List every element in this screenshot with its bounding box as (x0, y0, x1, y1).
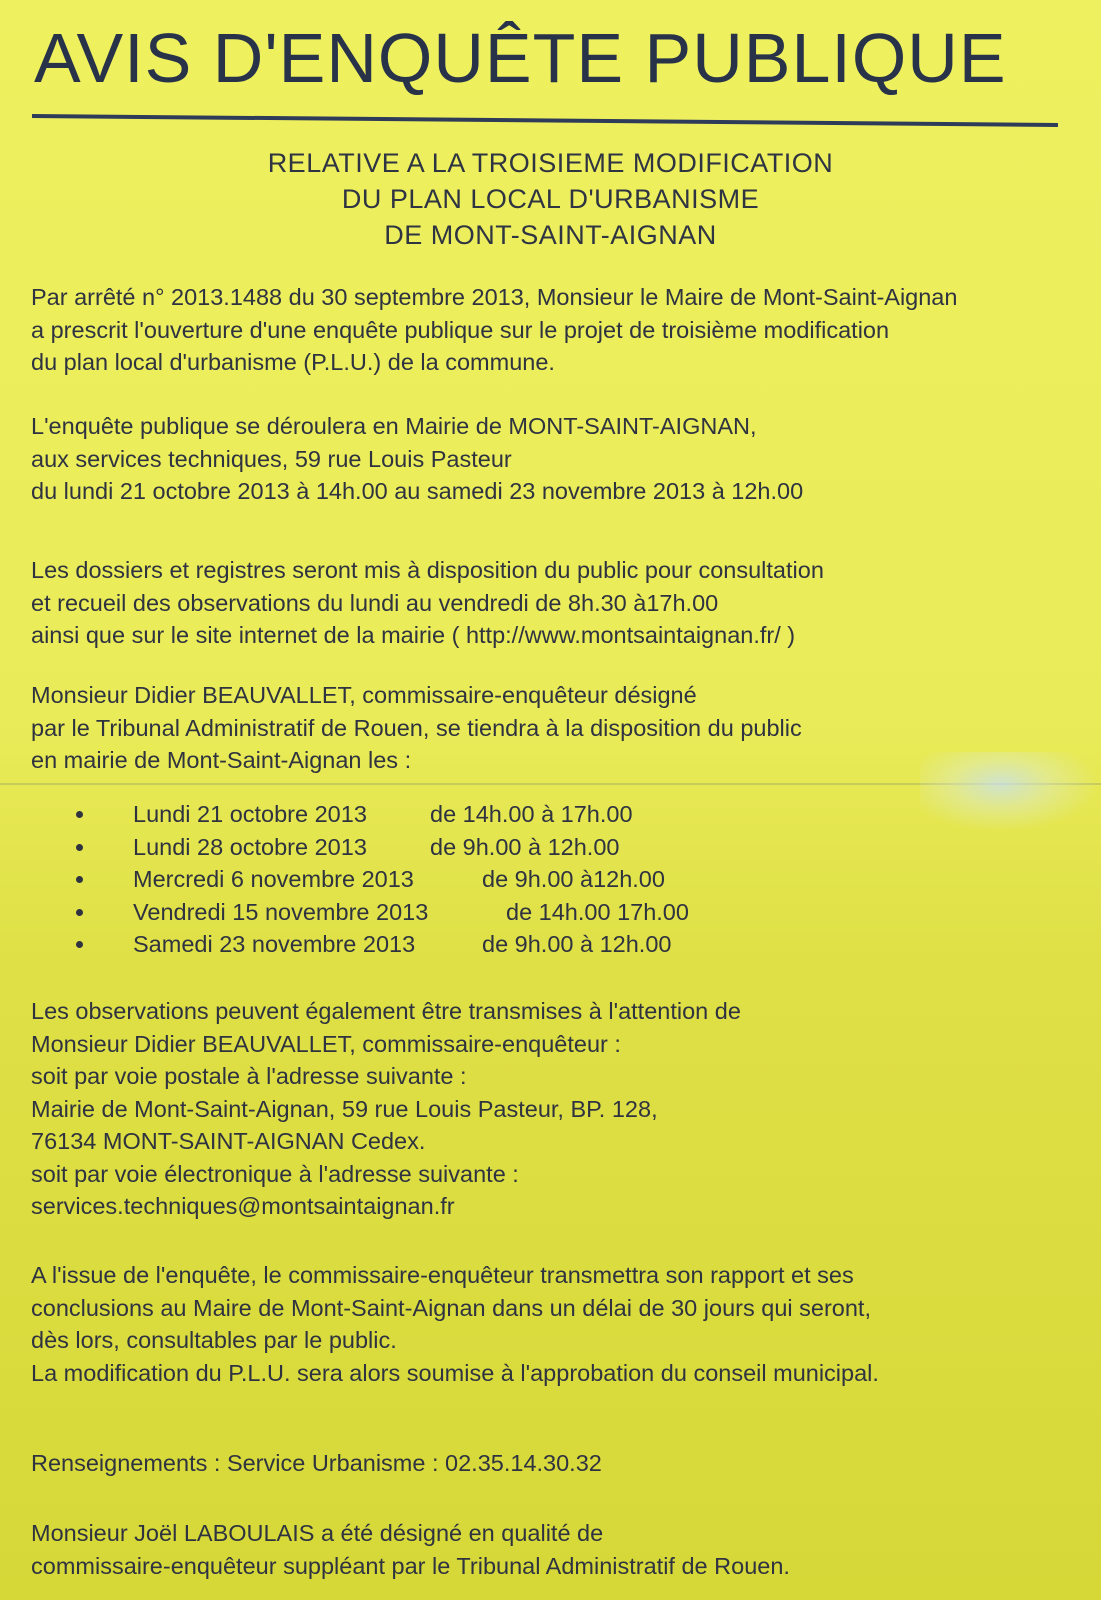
text-line: ainsi que sur le site internet de la mairie ( http://www.montsaintaignan.fr/ ) (31, 622, 796, 648)
notice-subtitle (0, 145, 1101, 253)
contact-info (31, 1447, 1091, 1480)
text-line: dès lors, consultables par le public. (31, 1327, 397, 1353)
text-line: L'enquête publique se déroulera en Mairie de MONT-SAINT-AIGNAN, (31, 413, 757, 439)
substitute-paragraph (31, 1517, 1091, 1582)
text-line: soit par voie postale à l'adresse suivante : (31, 1063, 467, 1089)
location-paragraph (31, 410, 1091, 508)
bullet-icon (76, 909, 83, 916)
text-line: aux services techniques, 59 rue Louis Pasteur (31, 445, 512, 472)
consultation-paragraph (31, 554, 1091, 652)
text-line: du lundi 21 octobre 2013 à 14h.00 au samedi 23 novembre 2013 à 12h.00 (31, 478, 804, 504)
bullet-icon (76, 844, 83, 851)
text-line: Renseignements : Service Urbanisme : 02.35.14.30.32 (31, 1450, 602, 1476)
bullet-icon (76, 811, 83, 818)
session-time: de 9h.00 à 12h.00 (430, 833, 620, 860)
subtitle-line: RELATIVE A LA TROISIEME MODIFICATION (267, 148, 834, 178)
text-line: Par arrêté n° 2013.1488 du 30 septembre 2013, Monsieur le Maire de Mont-Saint-Aignan (31, 284, 958, 310)
observations-paragraph (31, 995, 1091, 1223)
text-line: en mairie de Mont-Saint-Aignan les : (31, 747, 412, 773)
text-line: Monsieur Didier BEAUVALLET, commissaire-enquêteur désigné (31, 682, 697, 708)
bullet-icon (76, 941, 83, 948)
session-day: Vendredi 15 novembre 2013 (133, 898, 429, 925)
decree-paragraph (31, 281, 1091, 379)
text-line: Monsieur Joël LABOULAIS a été désigné en qualité de (31, 1520, 604, 1546)
light-glare (920, 752, 1100, 832)
text-line: A l'issue de l'enquête, le commissaire-enquêteur transmettra son rapport et ses (31, 1262, 854, 1288)
text-line: commissaire-enquêteur suppléant par le Tribunal Administratif de Rouen. (31, 1552, 790, 1579)
session-day: Samedi 23 novembre 2013 (133, 931, 416, 957)
text-line: conclusions au Maire de Mont-Saint-Aignan dans un délai de 30 jours qui seront, (31, 1294, 871, 1321)
text-line: Les observations peuvent également être transmises à l'attention de (31, 998, 741, 1024)
text-line: a prescrit l'ouverture d'une enquête publique sur le projet de troisième modification (31, 316, 890, 343)
text-line: 76134 MONT-SAINT-AIGNAN Cedex. (31, 1128, 426, 1154)
session-time: de 9h.00 à 12h.00 (482, 931, 672, 957)
text-line: Mairie de Mont-Saint-Aignan, 59 rue Louis Pasteur, BP. 128, (31, 1095, 658, 1122)
session-time: de 14h.00 à 17h.00 (430, 801, 633, 827)
title-underline (32, 114, 1058, 127)
subtitle-line: DE MONT-SAINT-AIGNAN (384, 220, 717, 250)
text-line: Les dossiers et registres seront mis à disposition du public pour consultation (31, 557, 824, 583)
text-line: et recueil des observations du lundi au vendredi de 8h.30 à17h.00 (31, 589, 719, 616)
text-line: La modification du P.L.U. sera alors soumise à l'approbation du conseil municipal. (31, 1359, 879, 1386)
session-time: de 9h.00 à12h.00 (482, 866, 665, 892)
conclusion-paragraph (31, 1259, 1091, 1389)
notice-title: AVIS D'ENQUÊTE PUBLIQUE (34, 19, 1007, 97)
text-line: par le Tribunal Administratif de Rouen, se tiendra à la disposition du public (31, 714, 802, 741)
session-day: Lundi 21 octobre 2013 (133, 801, 367, 827)
text-line: Monsieur Didier BEAUVALLET, commissaire-enquêteur : (31, 1030, 621, 1057)
text-line: soit par voie électronique à l'adresse suivante : (31, 1160, 519, 1187)
bullet-icon (76, 876, 83, 883)
session-day: Mercredi 6 novembre 2013 (133, 866, 414, 892)
session-day: Lundi 28 octobre 2013 (133, 833, 367, 860)
subtitle-line: DU PLAN LOCAL D'URBANISME (341, 184, 760, 214)
session-time: de 14h.00 17h.00 (506, 898, 689, 925)
text-line: du plan local d'urbanisme (P.L.U.) de la commune. (31, 349, 555, 375)
email-address: services.techniques@montsaintaignan.fr (31, 1193, 455, 1219)
